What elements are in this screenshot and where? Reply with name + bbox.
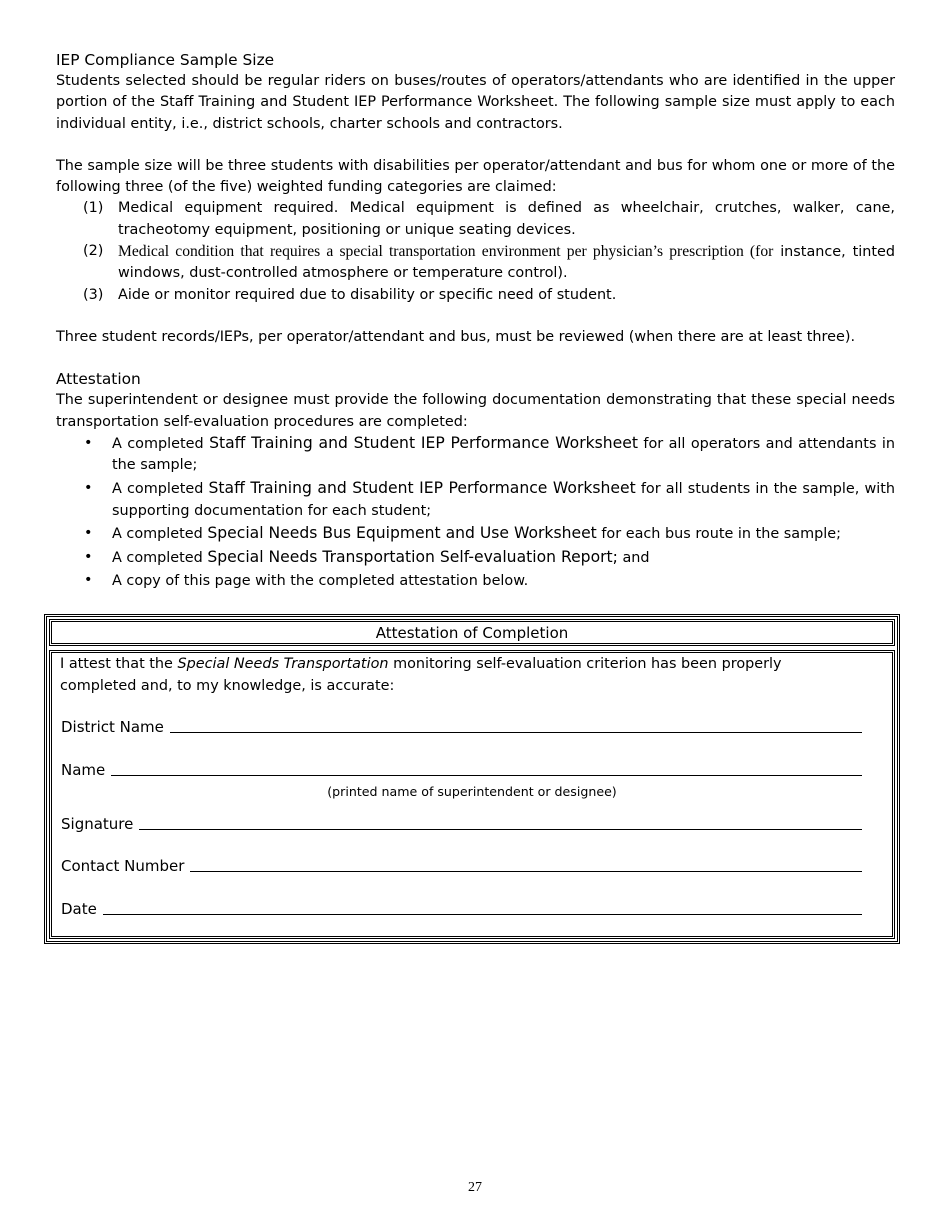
documentation-item: • A copy of this page with the completed attestation below. — [84, 572, 529, 590]
attestation-box-body — [49, 650, 895, 939]
page-number: 27 — [468, 1180, 482, 1195]
name-field[interactable] — [61, 761, 862, 779]
documentation-list — [56, 433, 895, 593]
attestation-box — [44, 614, 900, 944]
attestation-statement: I attest that the Special Needs Transportation monitoring self-evaluation criterion has been properly completed and, to my knowledge, is accurate: — [60, 656, 782, 694]
criteria-item: (2) Medical condition that requires a special transportation environment per physician’s prescription (for instance, tinted windows, dust-controlled atmosphere or temperature control). — [83, 243, 895, 282]
criteria-item: (3) Aide or monitor required due to disability or specific need of student. — [83, 286, 617, 303]
contact-number-field[interactable] — [61, 857, 862, 875]
district-name-field[interactable] — [61, 718, 862, 736]
district-name-line[interactable] — [170, 731, 862, 733]
sample-size-heading: IEP Compliance Sample Size — [56, 51, 275, 69]
date-line[interactable] — [103, 913, 862, 915]
signature-line[interactable] — [139, 828, 862, 830]
documentation-item: • A completed Staff Training and Student IEP Performance Worksheet for all students in the sample, with supporting documentation for each student; — [84, 479, 895, 519]
contact-number-label: Contact Number — [61, 857, 185, 875]
sample-size-paragraph-2: The sample size will be three students with disabilities per operator/attendant and bus for whom one or more of the following three (of the five) weighted funding categories are claimed: — [56, 157, 895, 196]
funding-criteria-list — [56, 198, 895, 305]
date-field[interactable] — [61, 900, 862, 918]
documentation-item: • A completed Staff Training and Student IEP Performance Worksheet for all operators and attendants in the sample; — [84, 433, 895, 474]
documentation-item: • A completed Special Needs Bus Equipment and Use Worksheet for each bus route in the sample; — [84, 524, 841, 543]
criteria-item: (1) Medical equipment required. Medical equipment is defined as wheelchair, crutches, walker, cane, tracheotomy equipment, positioning or unique seating devices. — [83, 200, 895, 238]
attestation-intro: The superintendent or designee must provide the following documentation demonstrating that these special needs transportation self-evaluation procedures are completed: — [56, 392, 895, 430]
date-label: Date — [61, 900, 97, 918]
name-label: Name — [61, 761, 106, 779]
name-caption: (printed name of superintendent or designee) — [327, 784, 617, 799]
documentation-item: • A completed Special Needs Transportation Self-evaluation Report; and — [84, 547, 650, 566]
contact-number-line[interactable] — [190, 870, 862, 872]
attestation-box-title: Attestation of Completion — [49, 619, 895, 646]
name-line[interactable] — [111, 774, 862, 776]
attestation-heading: Attestation — [56, 370, 141, 389]
document-page — [56, 50, 895, 594]
sample-size-paragraph-1: Students selected should be regular riders on buses/routes of operators/attendants who are identified in the upper portion of the Staff Training and Student IEP Performance Worksheet. The following sample size must apply to each individual entity, i.e., district schools, charter schools and contractors. — [56, 73, 895, 132]
district-name-label: District Name — [61, 718, 164, 736]
signature-field[interactable] — [61, 815, 862, 833]
signature-label: Signature — [61, 815, 134, 833]
sample-size-paragraph-3: Three student records/IEPs, per operator/attendant and bus, must be reviewed (when there are at least three). — [56, 328, 856, 345]
